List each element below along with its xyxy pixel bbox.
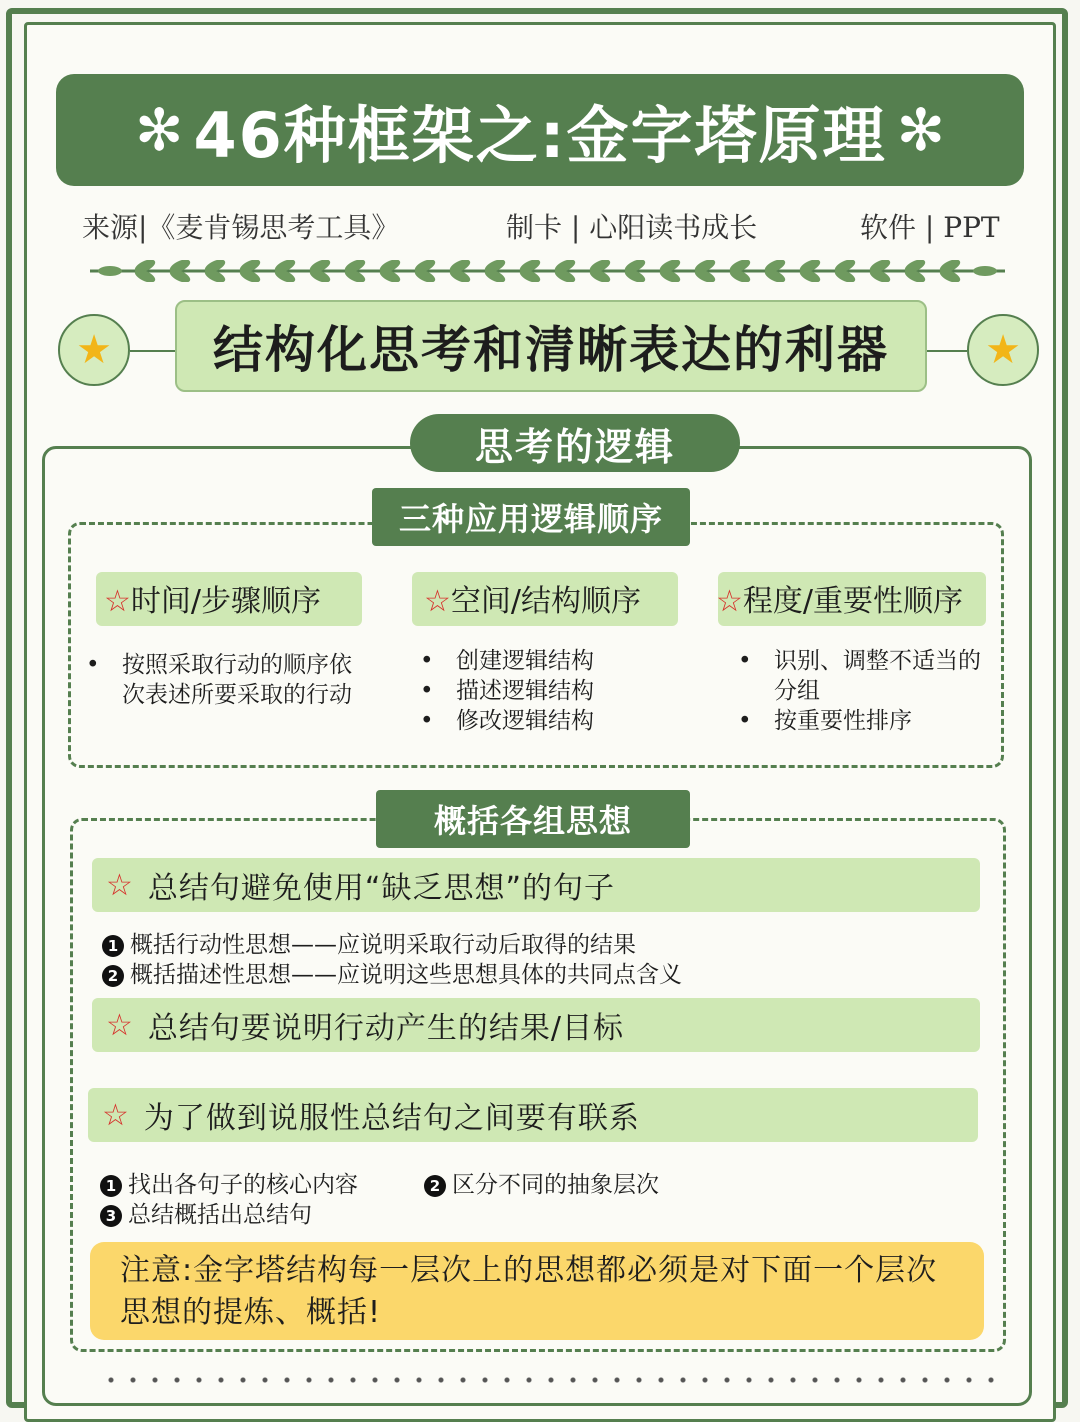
summary-point: 2 概括描述性思想——应说明这些思想具体的共同点含义 [102, 956, 682, 989]
number-badge: 1 [102, 935, 124, 957]
number-badge: 3 [100, 1205, 122, 1227]
order-title-importance: ☆程度/重要性顺序 [716, 584, 964, 619]
summary-point: 1 概括行动性思想——应说明采取行动后取得的结果 [102, 926, 636, 959]
list-item: • 修改逻辑结构 [420, 706, 680, 736]
flower-icon: ✻ [134, 96, 184, 164]
number-badge: 1 [100, 1175, 122, 1197]
number-badge: 2 [102, 965, 124, 987]
summary-tag: 概括各组思想 [376, 790, 690, 848]
page-title: 46种框架之:金字塔原理 [193, 98, 887, 172]
star-outline-icon: ☆ [106, 1007, 134, 1043]
note-box: 注意:金字塔结构每一层次上的思想都必须是对下面一个层次思想的提炼、概括! [90, 1242, 984, 1340]
summary-step: 2 区分不同的抽象层次 [424, 1166, 659, 1199]
flower-icon: ✻ [896, 96, 946, 164]
summary-step: 1 找出各句子的核心内容 [100, 1166, 358, 1199]
maker-text: 制卡 | 心阳读书成长 [506, 211, 758, 244]
star-outline-icon: ☆ [104, 584, 131, 619]
order-title-space: ☆空间/结构顺序 [424, 584, 642, 619]
star-outline-icon: ☆ [424, 584, 451, 619]
order-title-time: ☆时间/步骤顺序 [104, 584, 322, 619]
order-list-importance [738, 646, 988, 736]
order-list-space [420, 646, 680, 736]
list-item: • 按照采取行动的顺序依次表述所要采取的行动 [86, 650, 366, 710]
source-text: 来源|《麦肯锡思考工具》 [82, 211, 400, 244]
dotted-divider [100, 1376, 1000, 1384]
summary-bar-1: ☆ 总结句避免使用“缺乏思想”的句子 [92, 858, 980, 912]
summary-bar-3: ☆ 为了做到说服性总结句之间要有联系 [88, 1088, 978, 1142]
order-list-time [86, 650, 366, 710]
star-icon: ★ [58, 314, 130, 386]
star-icon: ★ [967, 314, 1039, 386]
summary-step: 3 总结概括出总结句 [100, 1196, 312, 1229]
subtitle: 结构化思考和清晰表达的利器 [175, 300, 927, 392]
star-outline-icon: ☆ [102, 1097, 130, 1133]
number-badge: 2 [424, 1175, 446, 1197]
star-outline-icon: ☆ [106, 867, 134, 903]
list-item: • 创建逻辑结构 [420, 646, 680, 676]
connector-line [927, 350, 967, 352]
logic-order-tag: 三种应用逻辑顺序 [372, 488, 690, 546]
star-outline-icon: ☆ [716, 584, 743, 619]
list-item: • 描述逻辑结构 [420, 676, 680, 706]
list-item: • 按重要性排序 [738, 706, 988, 736]
software-text: 软件 | PPT [860, 211, 1000, 244]
vine-divider-icon [90, 260, 1005, 282]
list-item: • 识别、调整不适当的分组 [738, 646, 988, 706]
connector-line [130, 350, 175, 352]
summary-bar-2: ☆ 总结句要说明行动产生的结果/目标 [92, 998, 980, 1052]
section-label: 思考的逻辑 [410, 414, 740, 472]
title-banner [56, 74, 1024, 186]
